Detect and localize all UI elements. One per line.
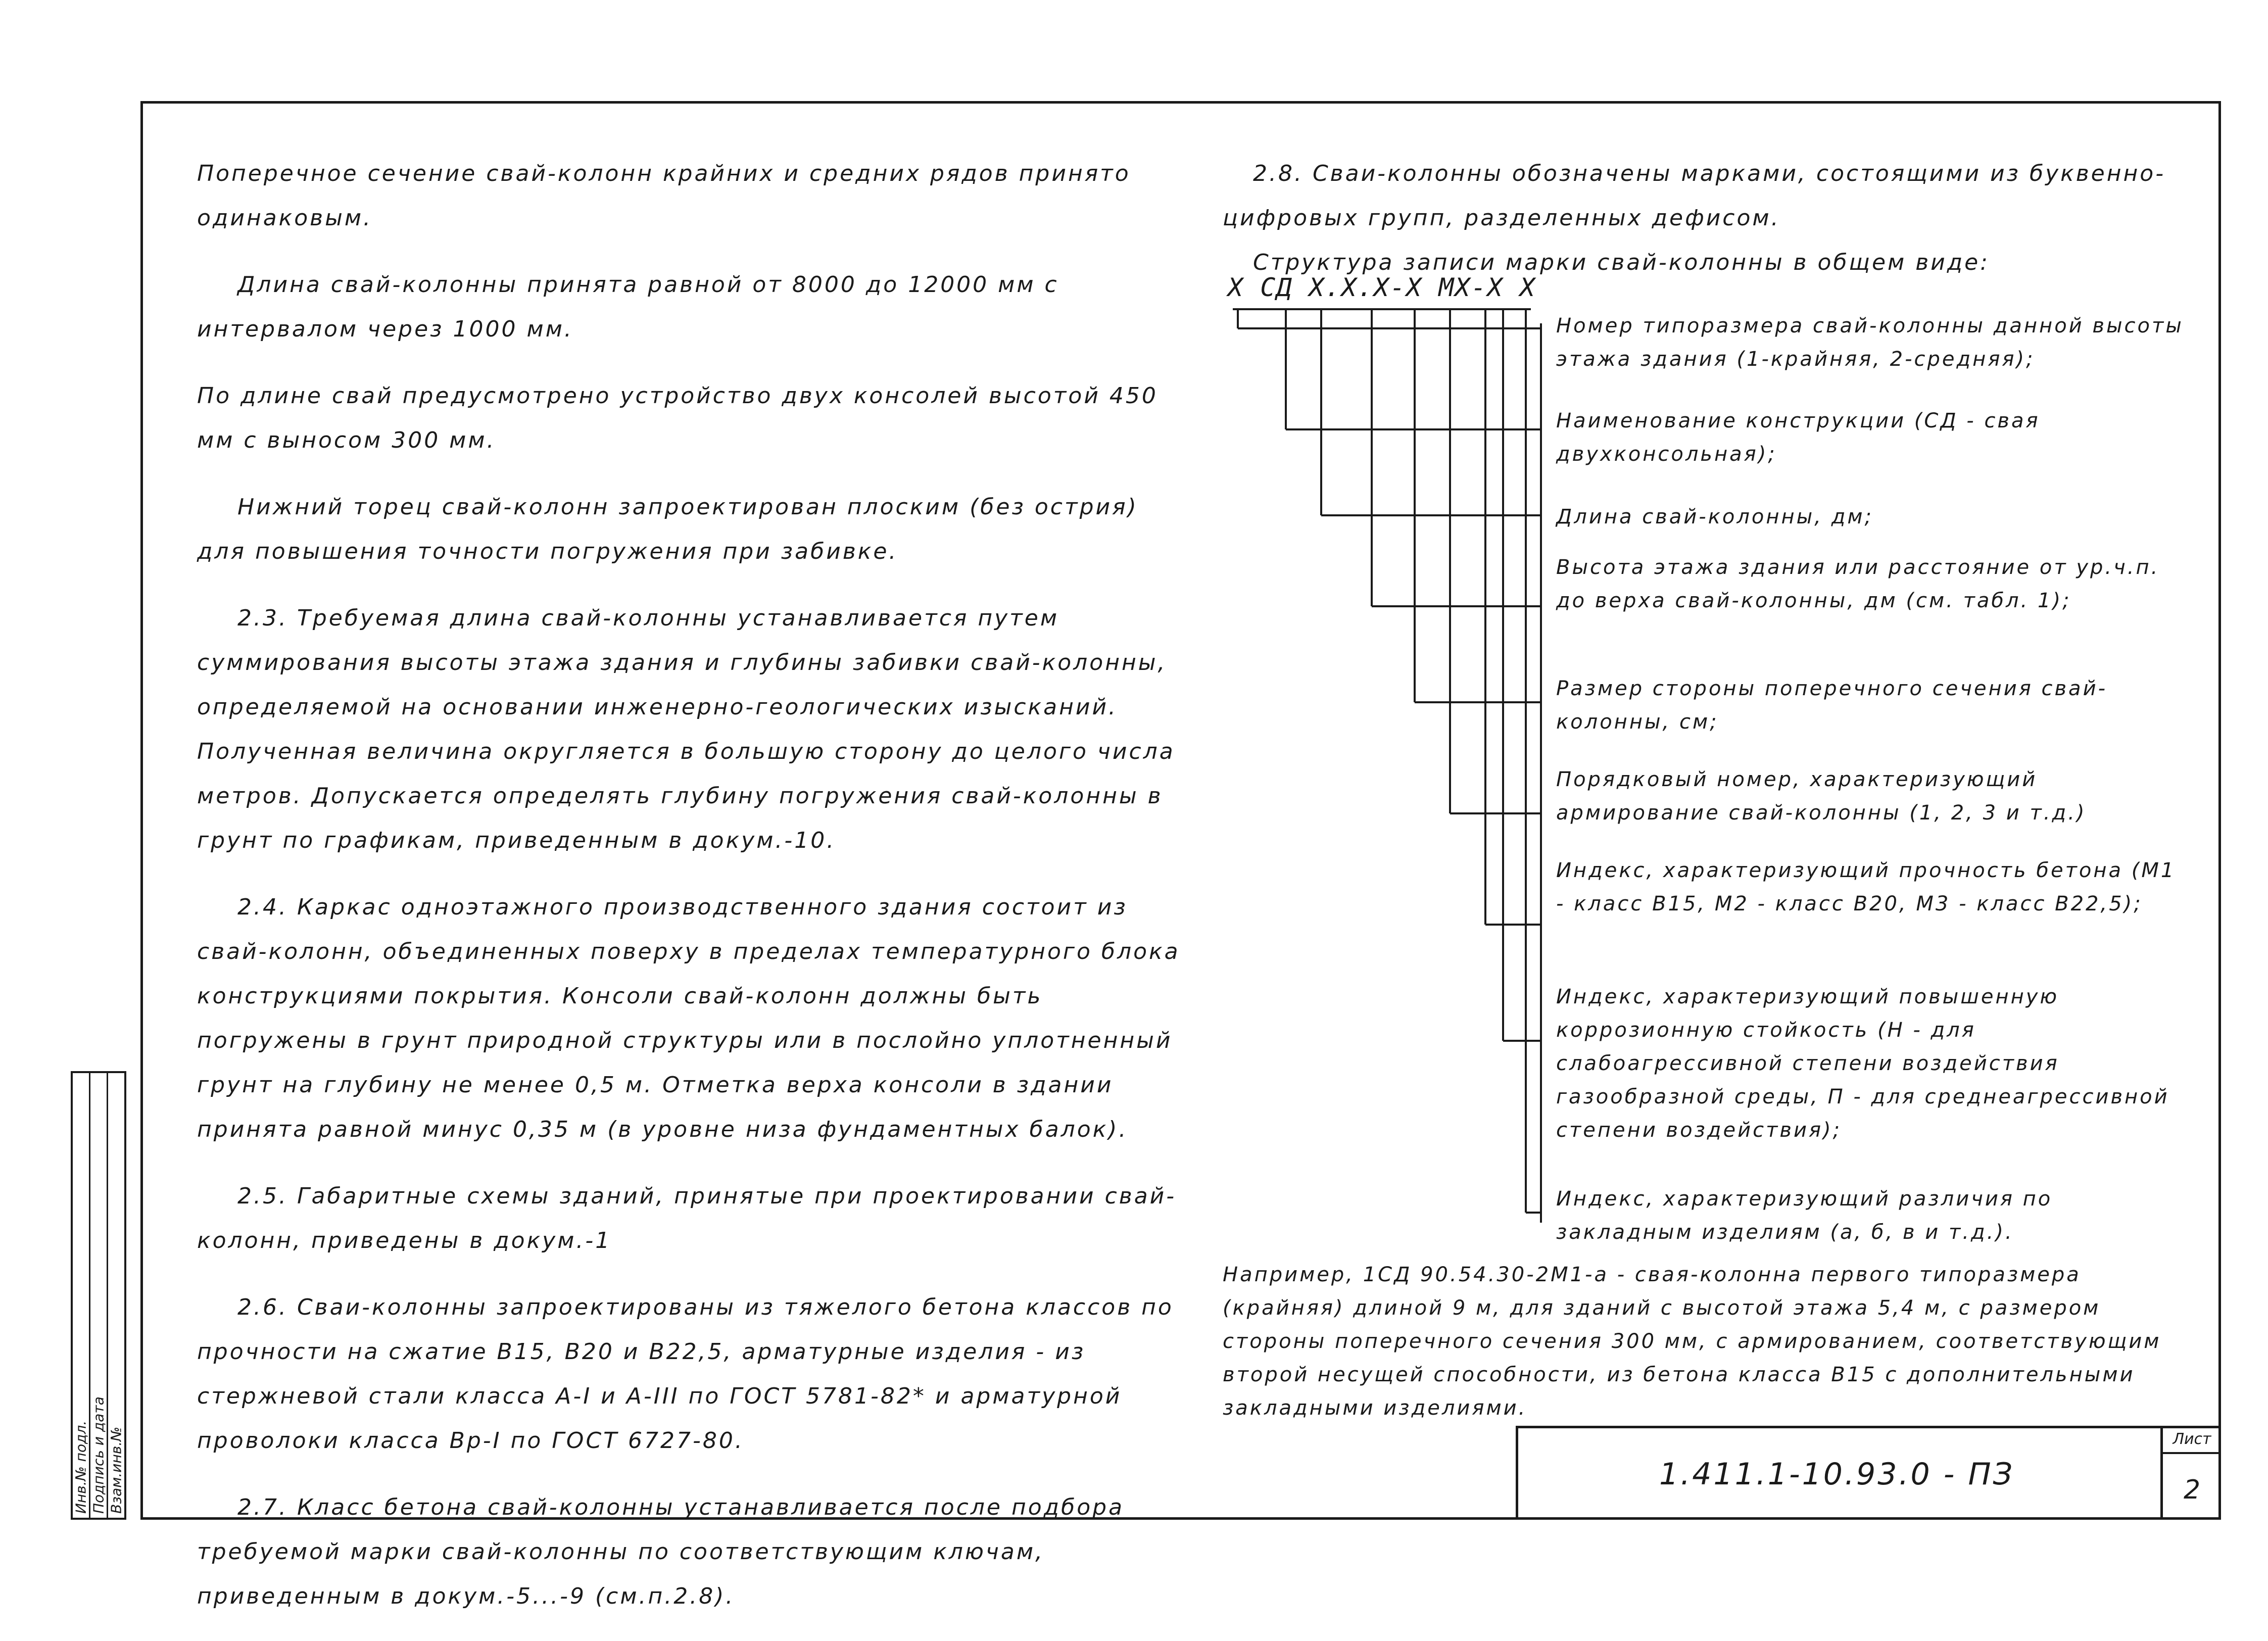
definition-reinforcement: Порядковый номер, характеризующий армирование свай-колонны (1, 2, 3 и т.д.)	[1556, 768, 2087, 825]
paragraph-2-7: 2.7. Класс бетона свай-колонны устанавливается после подбора требуемой марки свай-колонны по соответствующим ключам, приведенным в докум.-5...-9 (см.п.2.8).	[197, 1494, 1125, 1609]
definition-embedded-parts: Индекс, характеризующий различия по закладным изделиям (а, б, в и т.д.).	[1556, 1187, 2053, 1244]
mark-code-template: Х СД Х.Х.Х-Х МХ-Х Х	[1228, 273, 1536, 302]
stamp-inv-no-label: Инв.№ подл.	[72, 1420, 89, 1514]
paragraph-2-4: 2.4. Каркас одноэтажного производственного здания состоит из свай-колонн, объединенных поверху в пределах температурного блока конструкциями покрытия. Консоли свай-колонн должны быть погружены в грунт природной структуры или в послойно уплотненный грунт на глубину не менее 0,5 м. Отметка верха консоли в здании принята равной минус 0,35 м (в уровне низа фундаментных балок).	[197, 894, 1180, 1142]
example-paragraph: Например, 1СД 90.54.30-2М1-а - свая-колонна первого типоразмера (крайняя) длиной 9 м, для зданий с высотой этажа 5,4 м, с размером стороны поперечного сечения 300 мм, с армированием, соответствующим второй несущей способности, из бетона класса В15 с дополнительными закладными изделиями.	[1223, 1263, 2161, 1420]
document-code: 1.411.1-10.93.0 - ПЗ	[1659, 1456, 2015, 1492]
paragraph-2-6: 2.6. Сваи-колонны запроектированы из тяжелого бетона классов по прочности на сжатие В15, В20 и В22,5, арматурные изделия - из стержневой стали класса А-I и А-III по ГОСТ 5781-82* и арматурной проволоки класса Вр-I по ГОСТ 6727-80.	[197, 1294, 1174, 1454]
definition-type-number: Номер типоразмера свай-колонны данной высоты этажа здания (1-крайняя, 2-средняя);	[1556, 314, 2184, 371]
stamp-sign-date-label: Подпись и дата	[90, 1396, 107, 1514]
definition-section-size: Размер стороны поперечного сечения свай-колонны, см;	[1556, 677, 2107, 734]
definition-length: Длина свай-колонны, дм;	[1556, 505, 1873, 528]
definition-floor-height: Высота этажа здания или расстояние от ур.ч.п. до верха свай-колонны, дм (см. табл. 1);	[1556, 556, 2160, 612]
definition-concrete-strength: Индекс, характеризующий прочность бетона (М1 - класс В15, М2 - класс В20, М3 - класс В22,5);	[1556, 859, 2176, 915]
title-block	[1516, 1426, 2221, 1520]
paragraph-cross-section: Поперечное сечение свай-колонн крайних и средних рядов принято одинаковым.	[197, 161, 1131, 231]
paragraph-length: Длина свай-колонны принята равной от 8000 до 12000 мм с интервалом через 1000 мм.	[197, 272, 1059, 342]
paragraph-consoles: По длине свай предусмотрено устройство двух консолей высотой 450 мм с выносом 300 мм.	[197, 383, 1158, 453]
sheet-label: Лист	[2163, 1430, 2221, 1454]
paragraph-2-8: 2.8. Сваи-колонны обозначены марками, состоящими из буквенно-цифровых групп, разделенных дефисом.	[1223, 161, 2166, 231]
paragraph-2-5: 2.5. Габаритные схемы зданий, принятые при проектировании свай-колонн, приведены в докум.-1	[197, 1183, 1177, 1253]
sheet-cell	[2160, 1428, 2221, 1520]
paragraph-2-3: 2.3. Требуемая длина свай-колонны устанавливается путем суммирования высоты этажа здания и глубины забивки свай-колонны, определяемой на основании инженерно-геологических изысканий. Полученная величина округляется в большую сторону до целого числа метров. Допускается определять глубину погружения свай-колонны в грунт по графикам, приведенным в докум.-10.	[197, 605, 1175, 853]
stamp-replace-inv-label: Взам.инв.№	[108, 1426, 125, 1514]
definition-construction-name: Наименование конструкции (СД - свая двухконсольная);	[1556, 409, 2040, 466]
structure-heading: Структура записи марки свай-колонны в общем виде:	[1253, 250, 1990, 275]
paragraph-bottom-end: Нижний торец свай-колонн запроектирован плоским (без острия) для повышения точности погружения при забивке.	[197, 494, 1138, 564]
definition-corrosion-resistance: Индекс, характеризующий повышенную коррозионную стойкость (Н - для слабоагрессивной степени воздействия газообразной среды, П - для среднеагрессивной степени воздействия);	[1556, 985, 2169, 1142]
sheet-number: 2	[2183, 1475, 2201, 1505]
